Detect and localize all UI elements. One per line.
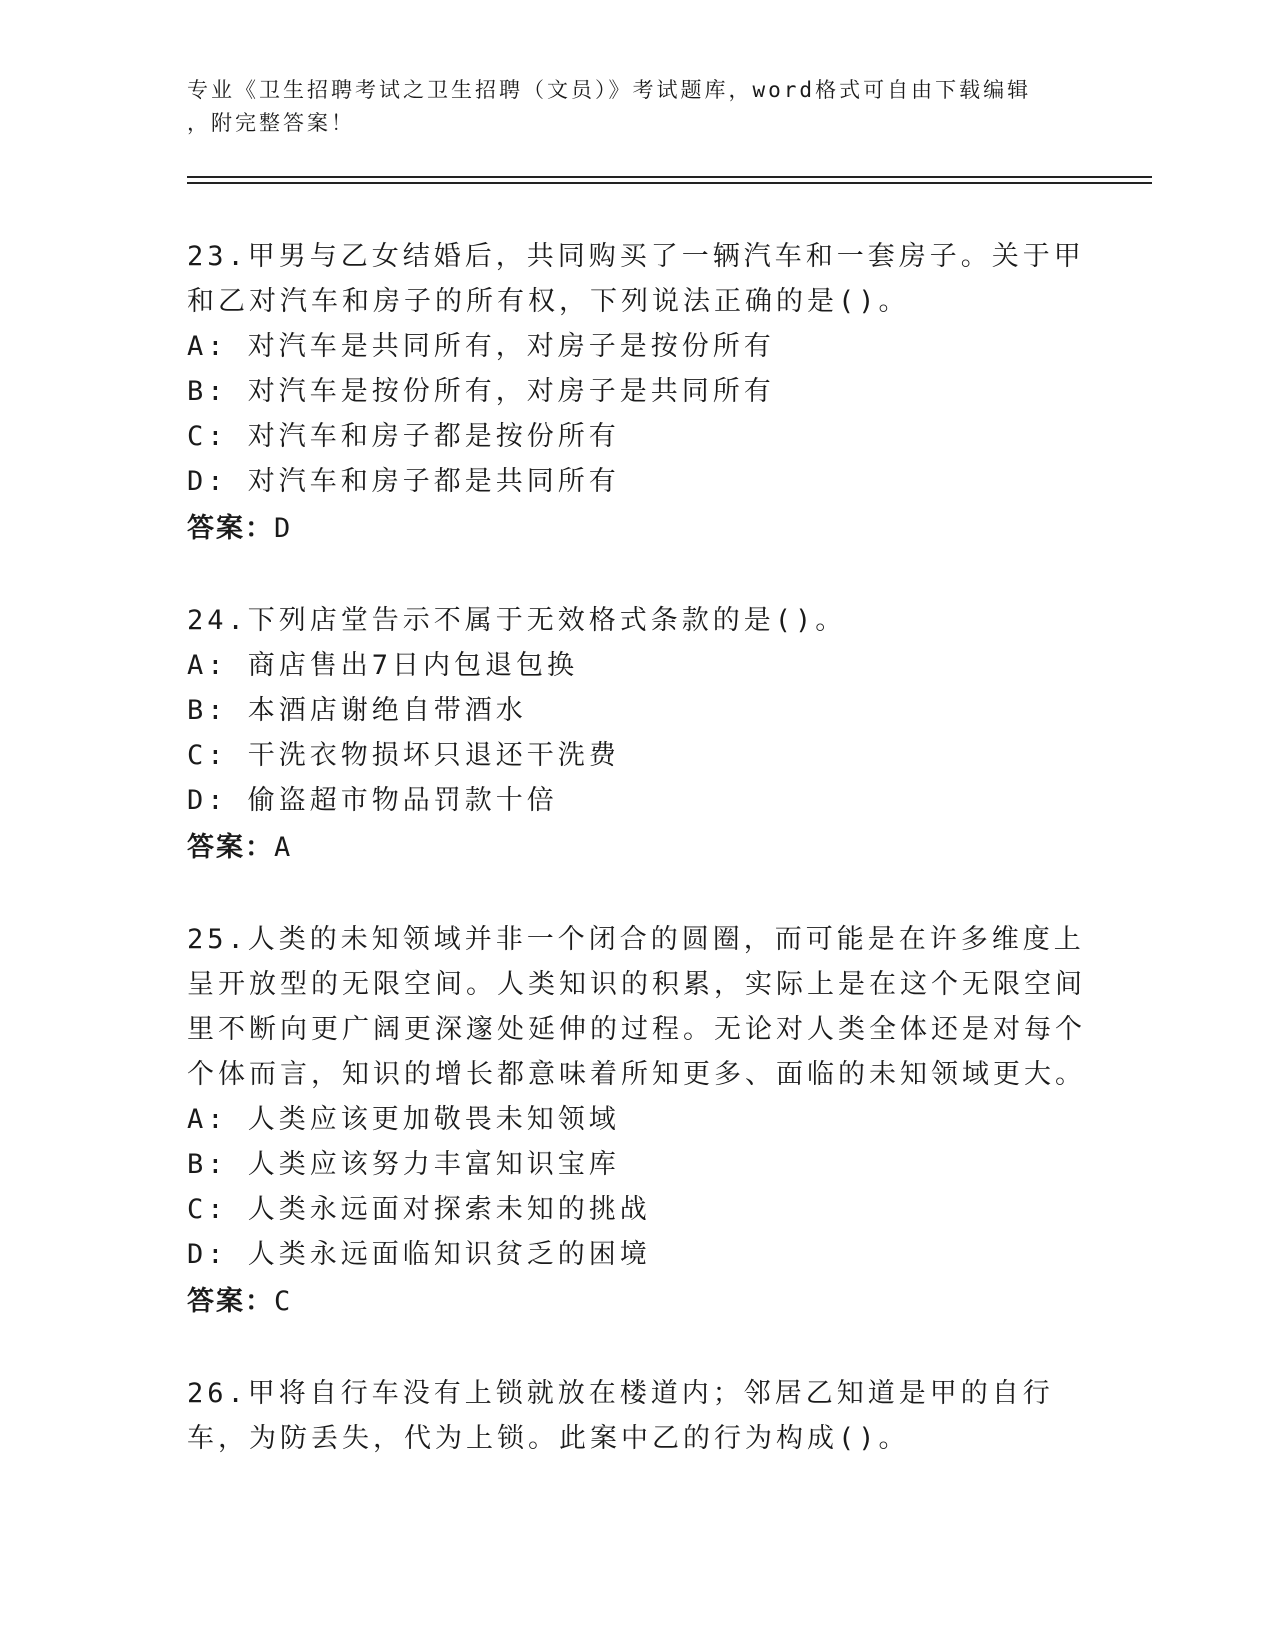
option-c: C: 对汽车和房子都是按份所有 — [187, 421, 620, 452]
option-a: A: 对汽车是共同所有，对房子是按份所有 — [187, 331, 775, 362]
option-c: C: 干洗衣物损坏只退还干洗费 — [187, 740, 620, 771]
option-d: D: 人类永远面临知识贫乏的困境 — [187, 1239, 651, 1270]
option-c: C: 人类永远面对探索未知的挑战 — [187, 1194, 651, 1225]
answer-value: D — [274, 513, 293, 544]
question-25 — [187, 917, 1087, 1327]
answer-label: 答案： — [187, 832, 274, 863]
answer-value: C — [274, 1286, 293, 1317]
answer-line — [187, 504, 1087, 554]
answer-line — [187, 823, 1087, 873]
question-stem: 25.人类的未知领域并非一个闭合的圆圈，而可能是在许多维度上呈开放型的无限空间。人类知识的积累，实际上是在这个无限空间里不断向更广阔更深邃处延伸的过程。无论对人类全体还是对每个个体而言，知识的增长都意味着所知更多、面临的未知领域更大。 — [187, 924, 1086, 1090]
option-d: D: 对汽车和房子都是共同所有 — [187, 466, 620, 497]
answer-label: 答案： — [187, 1286, 274, 1317]
document-header — [187, 74, 1067, 140]
option-b: B: 本酒店谢绝自带酒水 — [187, 695, 527, 726]
question-24 — [187, 598, 1087, 873]
question-stem: 26.甲将自行车没有上锁就放在楼道内；邻居乙知道是甲的自行车，为防丢失，代为上锁。此案中乙的行为构成()。 — [187, 1378, 1054, 1454]
answer-line — [187, 1277, 1087, 1327]
question-stem: 23.甲男与乙女结婚后，共同购买了一辆汽车和一套房子。关于甲和乙对汽车和房子的所有权，下列说法正确的是()。 — [187, 241, 1085, 317]
header-line-1: 专业《卫生招聘考试之卫生招聘（文员）》考试题库，word格式可自由下载编辑 — [187, 78, 1032, 102]
header-line-2: ，附完整答案！ — [187, 111, 355, 135]
answer-label: 答案： — [187, 513, 274, 544]
question-stem: 24.下列店堂告示不属于无效格式条款的是()。 — [187, 605, 847, 636]
header-rule-bottom — [187, 182, 1152, 184]
header-rule-top — [187, 176, 1152, 178]
question-23 — [187, 234, 1087, 554]
option-b: B: 对汽车是按份所有，对房子是共同所有 — [187, 376, 775, 407]
option-a: A: 商店售出7日内包退包换 — [187, 650, 579, 681]
option-d: D: 偷盗超市物品罚款十倍 — [187, 785, 558, 816]
question-26 — [187, 1371, 1087, 1461]
option-a: A: 人类应该更加敬畏未知领域 — [187, 1104, 620, 1135]
question-list — [187, 234, 1087, 1505]
answer-value: A — [274, 832, 293, 863]
option-b: B: 人类应该努力丰富知识宝库 — [187, 1149, 620, 1180]
